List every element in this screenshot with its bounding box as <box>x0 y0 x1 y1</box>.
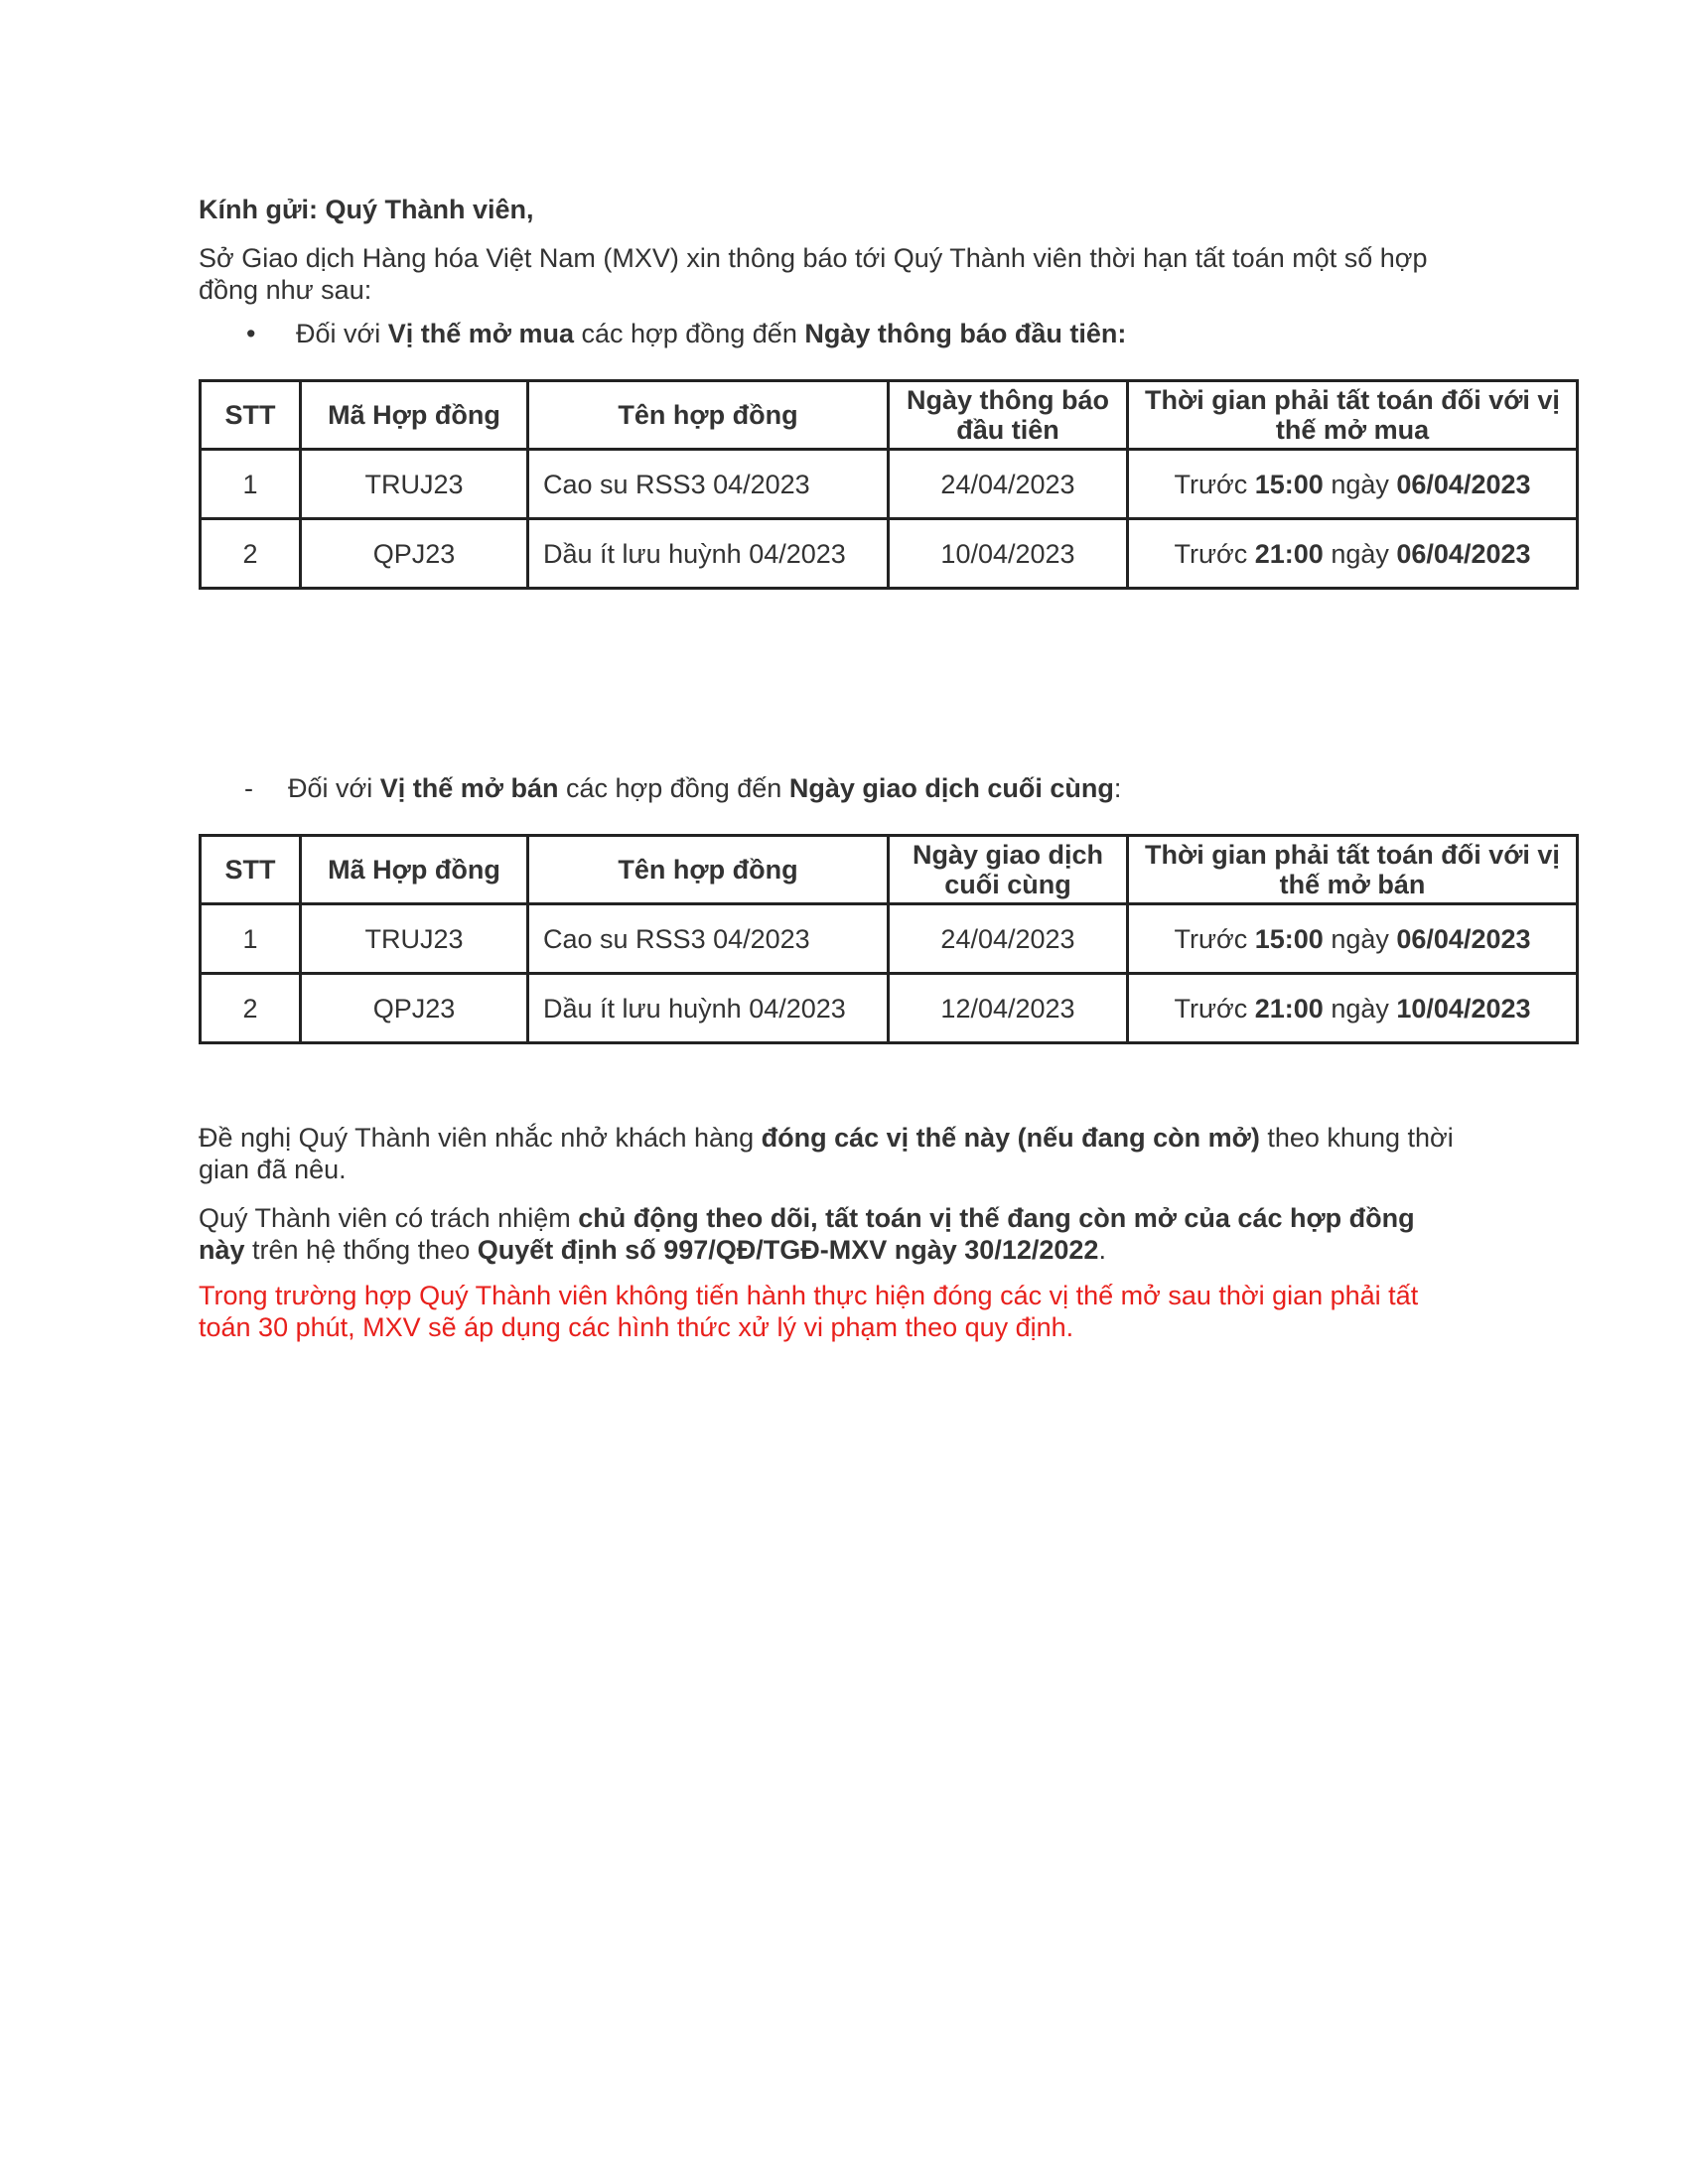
sell-heading-text: Đối với Vị thế mở bán các hợp đồng đến Ngày giao dịch cuối cùng: <box>288 773 1122 803</box>
cell-deadline: Trước 15:00 ngày 06/04/2023 <box>1128 450 1578 519</box>
header-settlement-deadline: Thời gian phải tất toán đối với vị thế mở bán <box>1128 836 1578 904</box>
buy-position-table <box>199 379 1579 590</box>
cell-contract-code: QPJ23 <box>301 974 528 1043</box>
cell-deadline: Trước 21:00 ngày 06/04/2023 <box>1128 519 1578 589</box>
cell-stt: 2 <box>201 519 301 589</box>
cell-contract-code: TRUJ23 <box>301 450 528 519</box>
cell-date: 12/04/2023 <box>889 974 1128 1043</box>
cell-date: 10/04/2023 <box>889 519 1128 589</box>
table-row <box>201 904 1578 974</box>
cell-stt: 2 <box>201 974 301 1043</box>
cell-contract-name: Dầu ít lưu huỳnh 04/2023 <box>528 519 889 589</box>
sell-section-heading <box>199 772 1579 804</box>
header-stt: STT <box>201 836 301 904</box>
header-contract-code: Mã Hợp đồng <box>301 836 528 904</box>
header-settlement-deadline: Thời gian phải tất toán đối với vị thế mở mua <box>1128 381 1578 450</box>
greeting: Kính gửi: Quý Thành viên, <box>199 195 534 224</box>
bullet-marker: • <box>246 319 256 348</box>
header-first-notice-date: Ngày thông báo đầu tiên <box>889 381 1128 450</box>
cell-date: 24/04/2023 <box>889 450 1128 519</box>
cell-contract-name: Cao su RSS3 04/2023 <box>528 450 889 519</box>
cell-contract-name: Dầu ít lưu huỳnh 04/2023 <box>528 974 889 1043</box>
table-row <box>201 519 1578 589</box>
cell-deadline: Trước 21:00 ngày 10/04/2023 <box>1128 974 1578 1043</box>
spacer <box>199 590 1579 760</box>
cell-stt: 1 <box>201 904 301 974</box>
buy-section-heading <box>199 318 1579 349</box>
header-last-trading-date: Ngày giao dịch cuối cùng <box>889 836 1128 904</box>
cell-date: 24/04/2023 <box>889 904 1128 974</box>
cell-contract-code: QPJ23 <box>301 519 528 589</box>
reminder-paragraph: Đề nghị Quý Thành viên nhắc nhở khách hàng đóng các vị thế này (nếu đang còn mở) theo khung thời gian đã nêu. <box>199 1123 1454 1184</box>
table-row <box>201 450 1578 519</box>
header-contract-name: Tên hợp đồng <box>528 836 889 904</box>
table-row <box>201 974 1578 1043</box>
table-header-row <box>201 836 1578 904</box>
responsibility-paragraph: Quý Thành viên có trách nhiệm chủ động theo dõi, tất toán vị thế đang còn mở của các hợp đồng này trên hệ thống theo Quyết định số 997/QĐ/TGĐ-MXV ngày 30/12/2022. <box>199 1203 1415 1265</box>
buy-heading-text: Đối với Vị thế mở mua các hợp đồng đến Ngày thông báo đầu tiên: <box>296 319 1127 348</box>
header-contract-name: Tên hợp đồng <box>528 381 889 450</box>
cell-contract-name: Cao su RSS3 04/2023 <box>528 904 889 974</box>
intro-paragraph: Sở Giao dịch Hàng hóa Việt Nam (MXV) xin thông báo tới Quý Thành viên thời hạn tất toán một số hợp đồng như sau: <box>199 243 1428 305</box>
sell-position-table <box>199 834 1579 1044</box>
header-stt: STT <box>201 381 301 450</box>
notice-document <box>199 194 1579 1343</box>
cell-deadline: Trước 15:00 ngày 06/04/2023 <box>1128 904 1578 974</box>
table-header-row <box>201 381 1578 450</box>
cell-contract-code: TRUJ23 <box>301 904 528 974</box>
warning-paragraph: Trong trường hợp Quý Thành viên không tiến hành thực hiện đóng các vị thế mở sau thời gian phải tất toán 30 phút, MXV sẽ áp dụng các hình thức xử lý vi phạm theo quy định. <box>199 1281 1419 1342</box>
header-contract-code: Mã Hợp đồng <box>301 381 528 450</box>
cell-stt: 1 <box>201 450 301 519</box>
dash-marker: - <box>244 773 253 803</box>
